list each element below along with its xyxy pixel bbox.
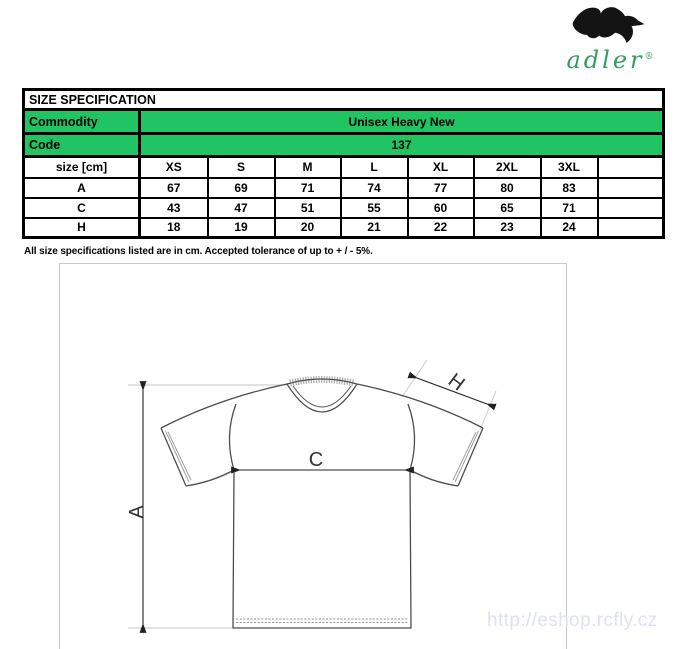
value-cell: 47 <box>208 198 275 218</box>
brand-logo <box>556 4 664 72</box>
dimension-arrows <box>143 378 487 624</box>
value-cell: 23 <box>474 218 541 238</box>
value-cell: 60 <box>408 198 474 218</box>
dimension-label-c: C <box>308 449 324 471</box>
tolerance-note: All size specifications listed are in cm. Accepted tolerance of up to + / - 5%. <box>24 246 373 257</box>
value-cell: 55 <box>341 198 408 218</box>
size-col-header-xl: XL <box>408 157 474 178</box>
tshirt-measurement-diagram <box>59 263 565 649</box>
brand-name <box>556 48 664 72</box>
registered-mark: ® <box>644 52 654 62</box>
code-value: 137 <box>140 134 664 157</box>
empty-cell <box>598 198 664 218</box>
table-row-c <box>24 198 664 218</box>
empty-header-cell <box>598 157 664 178</box>
value-cell: 22 <box>408 218 474 238</box>
dimension-label-h: H <box>443 369 469 396</box>
value-cell: 51 <box>275 198 341 218</box>
value-cell: 74 <box>341 178 408 198</box>
code-label: Code <box>24 134 140 157</box>
value-cell: 83 <box>541 178 598 198</box>
value-cell: 80 <box>474 178 541 198</box>
size-col-header-xs: XS <box>140 157 208 178</box>
value-cell: 67 <box>140 178 208 198</box>
size-col-header-m: M <box>275 157 341 178</box>
value-cell: 24 <box>541 218 598 238</box>
dimension-label-a: A <box>126 505 148 519</box>
size-specification-table <box>22 88 665 239</box>
brand-text: adler <box>566 46 645 74</box>
table-row-h <box>24 218 664 238</box>
table-title: SIZE SPECIFICATION <box>24 90 664 110</box>
tshirt-outline-icon <box>161 384 483 628</box>
value-cell: 69 <box>208 178 275 198</box>
value-cell: 43 <box>140 198 208 218</box>
size-col-header-3xl: 3XL <box>541 157 598 178</box>
watermark-url: http://eshop.rcfly.cz <box>487 610 658 631</box>
value-cell: 20 <box>275 218 341 238</box>
commodity-label: Commodity <box>24 110 140 134</box>
empty-cell <box>598 178 664 198</box>
value-cell: 65 <box>474 198 541 218</box>
value-cell: 18 <box>140 218 208 238</box>
empty-cell <box>598 218 664 238</box>
size-col-header-2xl: 2XL <box>474 157 541 178</box>
table-row-a <box>24 178 664 198</box>
value-cell: 21 <box>341 218 408 238</box>
size-col-header-l: L <box>341 157 408 178</box>
value-cell: 71 <box>541 198 598 218</box>
commodity-value: Unisex Heavy New <box>140 110 664 134</box>
size-unit-header: size [cm] <box>24 157 140 178</box>
row-label-a: A <box>24 178 140 198</box>
value-cell: 77 <box>408 178 474 198</box>
value-cell: 71 <box>275 178 341 198</box>
row-label-c: C <box>24 198 140 218</box>
value-cell: 19 <box>208 218 275 238</box>
collar-icon <box>287 379 357 412</box>
size-col-header-s: S <box>208 157 275 178</box>
row-label-h: H <box>24 218 140 238</box>
eagle-icon <box>560 4 660 50</box>
